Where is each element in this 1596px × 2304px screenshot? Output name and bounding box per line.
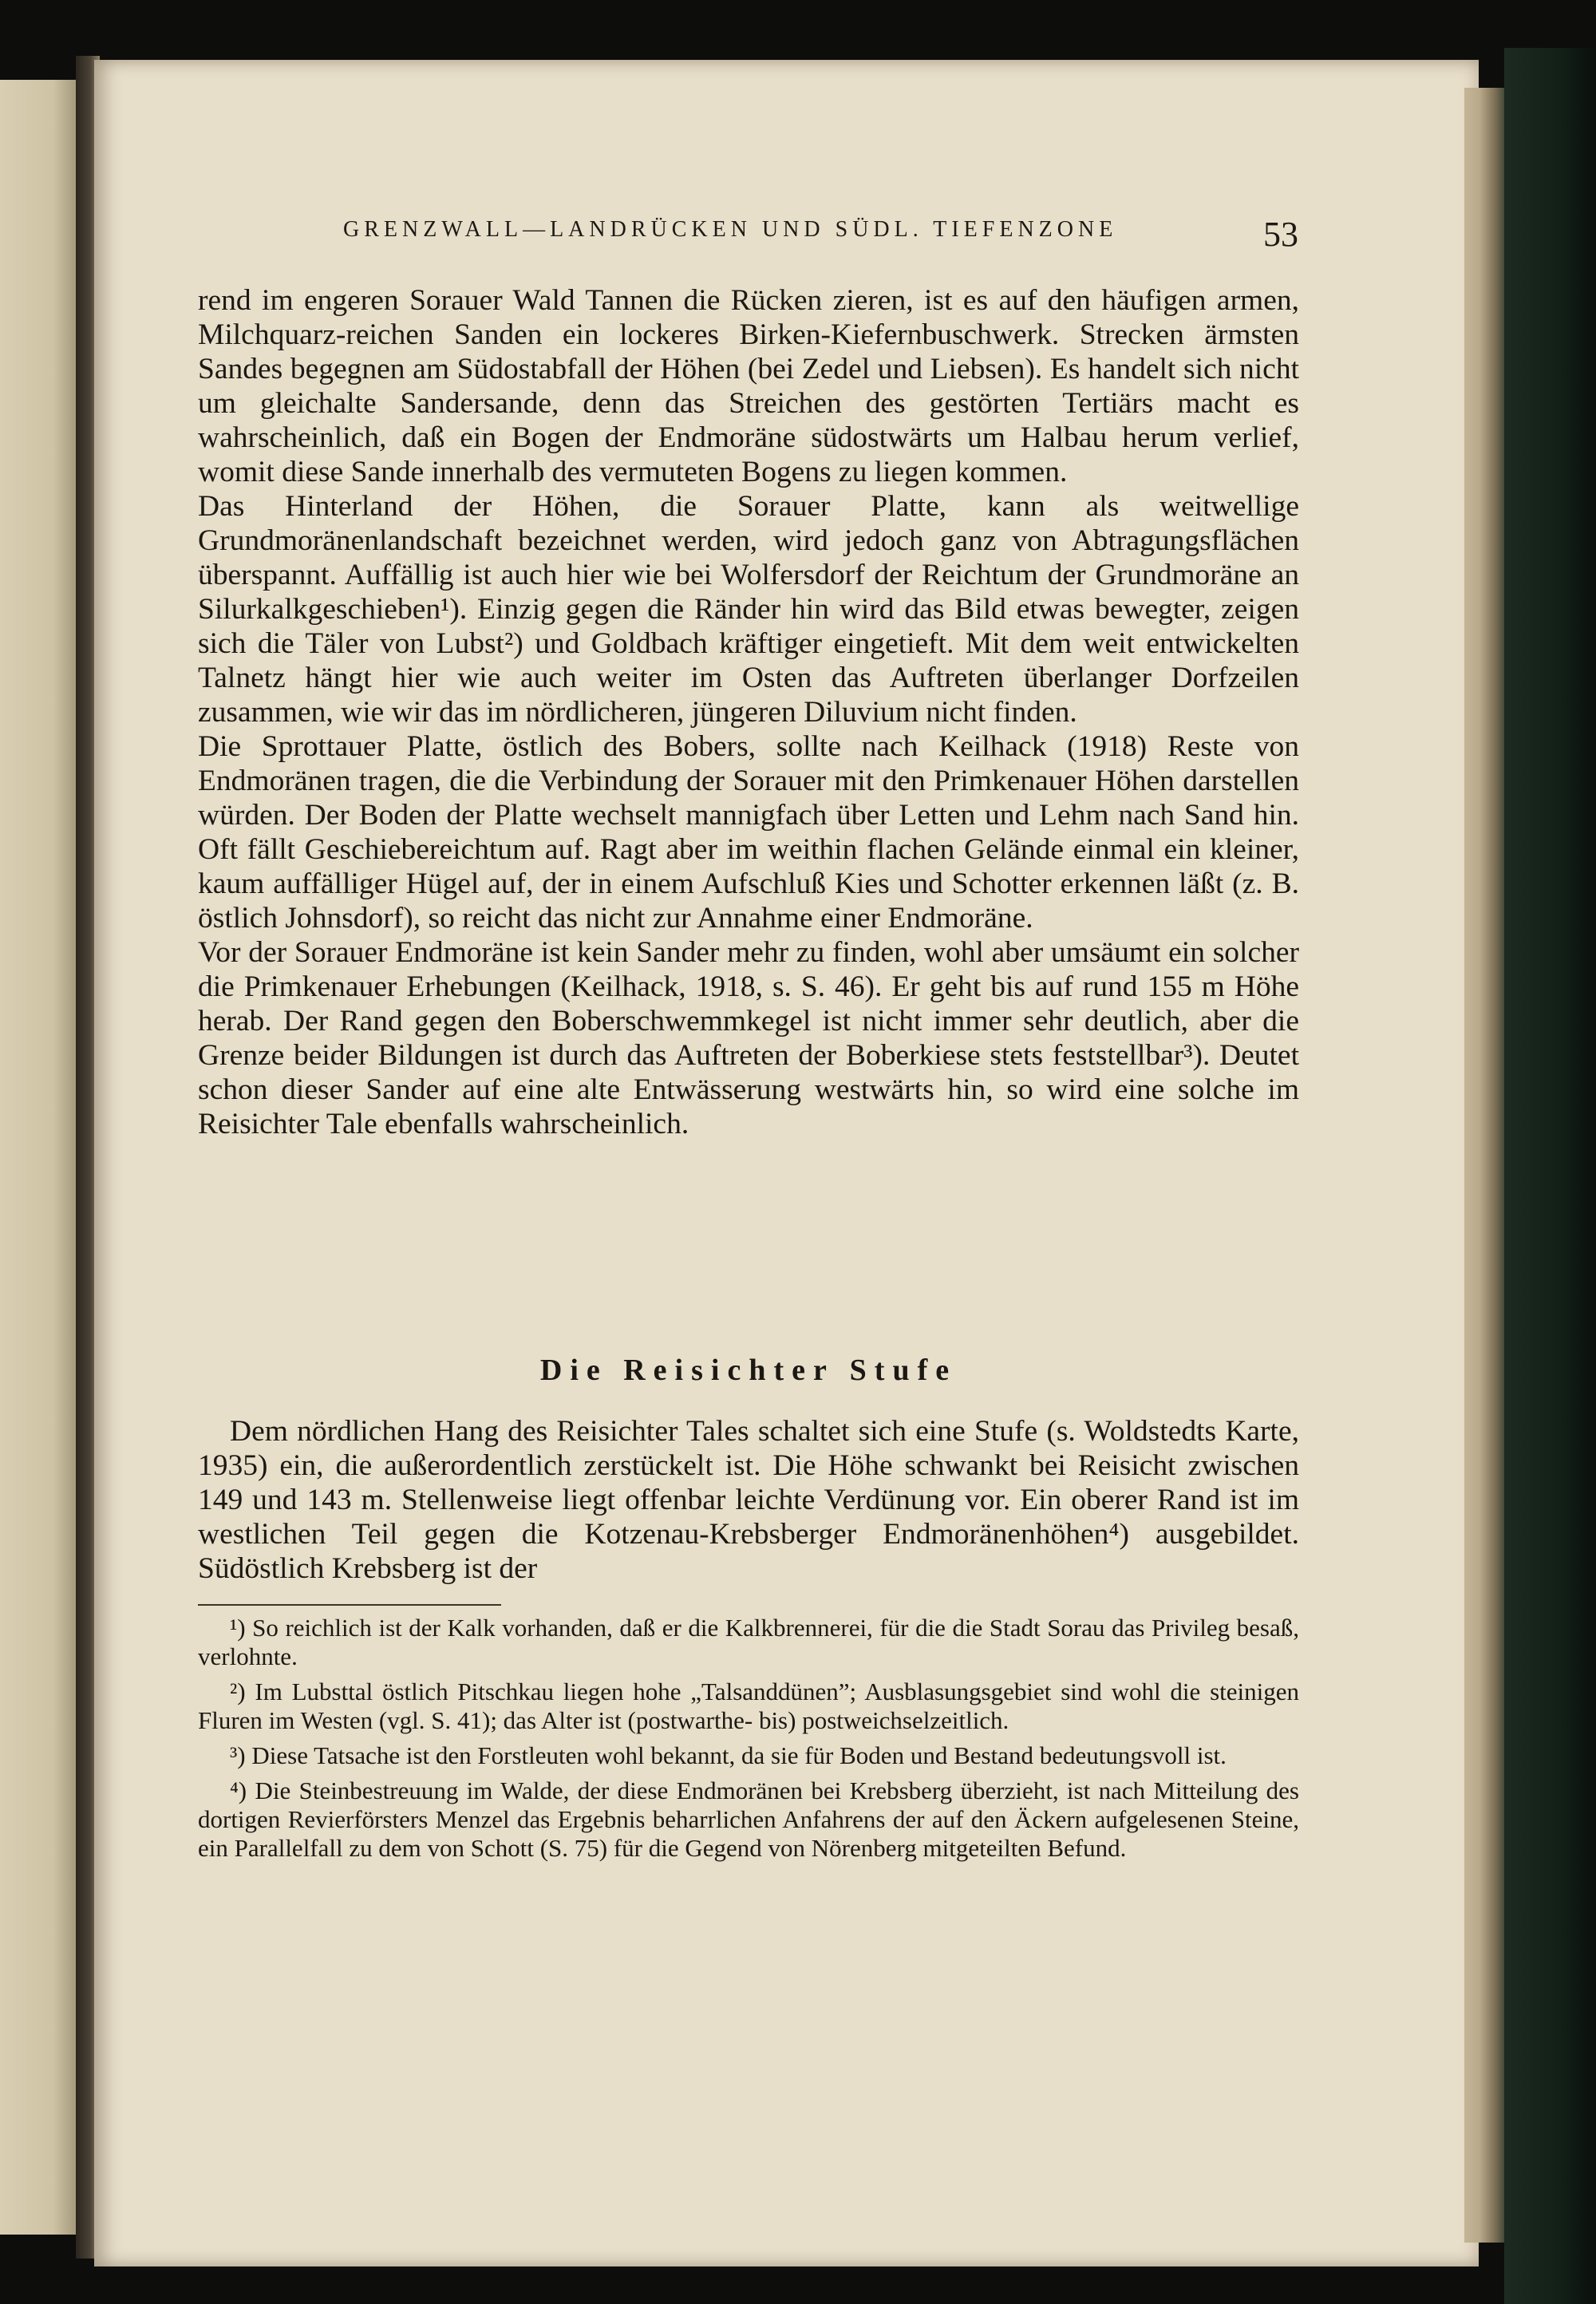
footnote: ²) Im Lubsttal östlich Pitschkau liegen hohe „Talsanddünen”; Ausblasungsgebiet sind wohl die steinigen Fluren im Westen (vgl. S. 41); das Alter ist (postwarthe- bis) postweichselzeitlich.: [198, 1678, 1299, 1734]
running-header: GRENZWALL—LANDRÜCKEN UND SÜDL. TIEFENZONE: [343, 217, 1118, 242]
page-number: 53: [1263, 215, 1298, 254]
body-text: [198, 283, 1299, 1141]
paragraph: Dem nördlichen Hang des Reisichter Tales schaltet sich eine Stufe (s. Woldstedts Karte, 1935) ein, die außerordentlich zerstückelt ist. Die Höhe schwankt bei Reisicht zwischen 149 und 143 m. Stellenweise liegt offenbar leichte Verdünung vor. Ein oberer Rand ist im westlichen Teil gegen die Kotzenau-Krebsberger Endmoränenhöhen⁴) ausgebildet. Südöstlich Krebsberg ist der: [198, 1415, 1299, 1585]
paragraph: Die Sprottauer Platte, östlich des Bobers, sollte nach Keilhack (1918) Reste von Endmoränen tragen, die die Verbindung der Sorauer mit den Primkenauer Höhen darstellen würden. Der Boden der Platte wechselt mannigfach über Letten und Lehm nach Sand hin. Oft fällt Geschiebereichtum auf. Ragt aber im weithin flachen Gelände einmal ein kleiner, kaum auffälliger Hügel auf, der in einem Aufschluß Kies und Schotter erkennen läßt (z. B. östlich Johnsdorf), so reicht das nicht zur Annahme einer Endmoräne.: [198, 730, 1299, 935]
paragraph: rend im engeren Sorauer Wald Tannen die Rücken zieren, ist es auf den häufigen armen, Milchquarz-reichen Sanden ein lockeres Birken-Kiefernbuschwerk. Strecken ärmsten Sandes begegnen am Südostabfall der Höhen (bei Zedel und Liebsen). Es handelt sich nicht um gleichalte Sandersande, denn das Streichen des gestörten Tertiärs macht es wahrscheinlich, daß ein Bogen der Endmoräne südostwärts um Halbau herum verlief, womit diese Sande innerhalb des vermuteten Bogens zu liegen kommen.: [198, 284, 1299, 488]
section-heading: Die Reisichter Stufe: [539, 1354, 958, 1387]
footnotes: [198, 1614, 1299, 1869]
facing-page-edge: [0, 80, 76, 2235]
footnote: ³) Diese Tatsache ist den Forstleuten wohl bekannt, da sie für Boden und Bestand bedeutungsvoll ist.: [230, 1741, 1227, 1769]
footnote-rule: [198, 1604, 501, 1606]
book-cover-edge: [1504, 48, 1596, 2304]
footnote: ⁴) Die Steinbestreuung im Walde, der diese Endmoränen bei Krebsberg überzieht, ist nach Mitteilung des dortigen Revierförsters Menzel das Ergebnis beharrlichen Anfahrens der auf den Äckern aufgelesenen Steine, ein Parallelfall zu dem von Schott (S. 75) für die Gegend von Nörenberg mitgeteilten Befund.: [198, 1776, 1299, 1862]
paragraph: Vor der Sorauer Endmoräne ist kein Sander mehr zu finden, wohl aber umsäumt ein solcher die Primkenauer Erhebungen (Keilhack, 1918, s. S. 46). Er geht bis auf rund 155 m Höhe herab. Der Rand gegen den Boberschwemmkegel ist nicht immer sehr deutlich, aber die Grenze beider Bildungen ist durch das Auftreten der Boberkiese stets feststellbar³). Deutet schon dieser Sander auf eine alte Entwässerung westwärts hin, so wird eine solche im Reisichter Tale ebenfalls wahrscheinlich.: [198, 936, 1299, 1140]
paragraph: Das Hinterland der Höhen, die Sorauer Platte, kann als weitwellige Grundmoränenlandschaft bezeichnet werden, wird jedoch ganz von Abtragungsflächen überspannt. Auffällig ist auch hier wie bei Wolfersdorf der Reichtum der Grundmoräne an Silurkalkgeschieben¹). Einzig gegen die Ränder hin wird das Bild etwas bewegter, zeigen sich die Täler von Lubst²) und Goldbach kräftiger eingetieft. Mit dem weit entwickelten Talnetz hängt hier wie auch weiter im Osten das Auftreten überlanger Dorfzeilen zusammen, wie wir das im nördlicheren, jüngeren Diluvium nicht finden.: [198, 490, 1299, 729]
page-stack-edge: [1464, 88, 1508, 2243]
footnote: ¹) So reichlich ist der Kalk vorhanden, daß er die Kalkbrennerei, für die die Stadt Sorau das Privileg besaß, verlohnte.: [198, 1614, 1299, 1670]
section-text: [198, 1414, 1299, 1586]
